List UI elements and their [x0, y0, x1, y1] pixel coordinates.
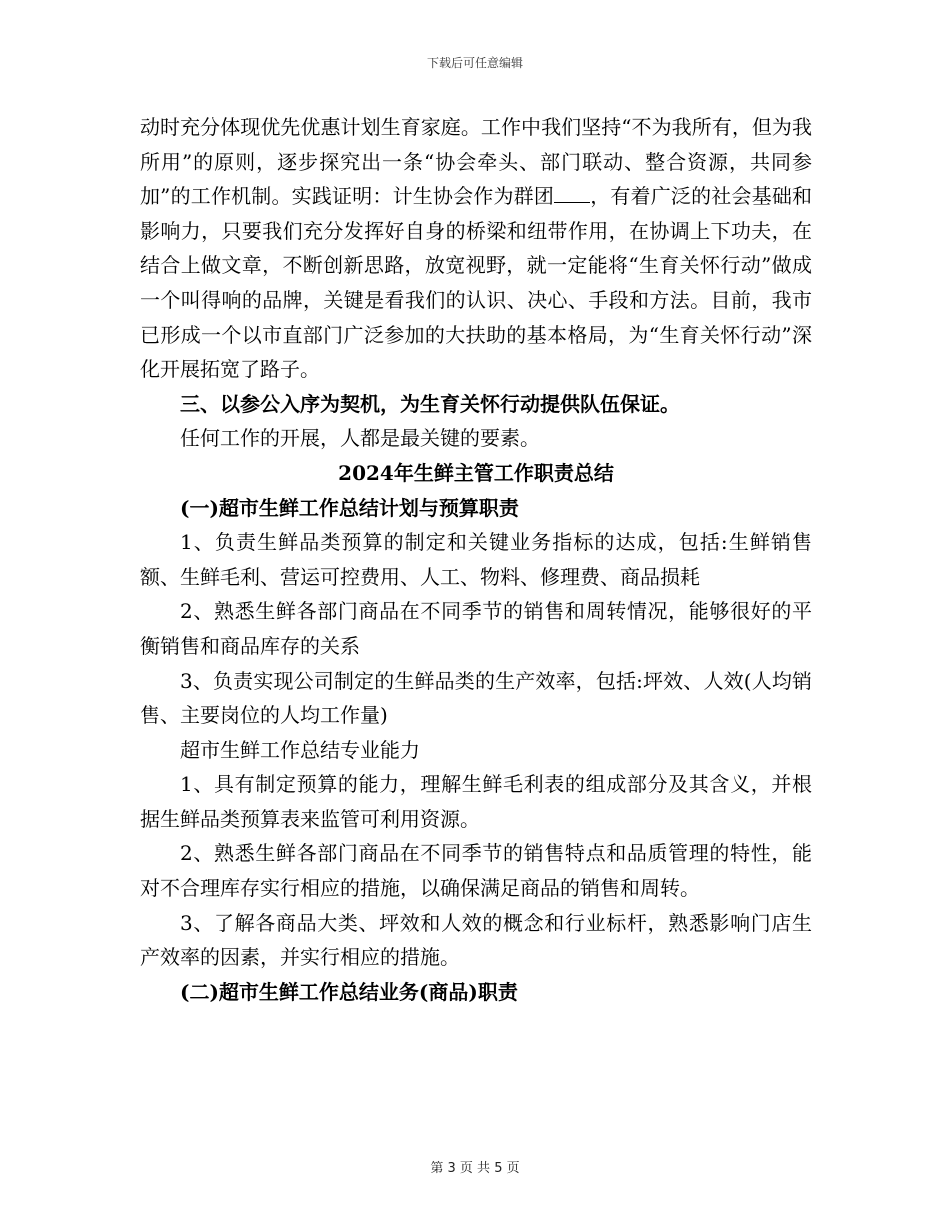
- list-item: 3、了解各商品大类、坪效和人效的概念和行业标杆，熟悉影响门店生产效率的因素，并实行相应的措施。: [140, 910, 812, 970]
- document-body: [140, 110, 812, 1009]
- page-number-footer: 第 3 页 共 5 页: [430, 1161, 520, 1176]
- list-item: 2、熟悉生鲜各部门商品在不同季节的销售和周转情况，能够很好的平衡销售和商品库存的关系: [140, 599, 812, 658]
- paragraph-continuation: [140, 110, 812, 387]
- list-item: 1、具有制定预算的能力，理解生鲜毛利表的组成部分及其含义，并根据生鲜品类预算表来监管可利用资源。: [140, 772, 812, 831]
- subsection-heading: 超市生鲜工作总结专业能力: [180, 737, 420, 762]
- document-title: 2024年生鲜主管工作职责总结: [338, 460, 614, 485]
- paragraph: 任何工作的开展，人都是最关键的要素。: [180, 426, 540, 451]
- paragraph-text: 动时充分体现优先优惠计划生育家庭。工作中我们坚持“不为我所有，但为我所用”的原则，逐步探究出一条“协会牵头、部门联动、整合资源，共同参加”的工作机制。实践证明：计生协会作为群团: [140, 115, 812, 209]
- section-heading-three: 三、以参公入序为契机，为生育关怀行动提供队伍保证。: [180, 391, 680, 416]
- section-heading-two: (二)超市生鲜工作总结业务(商品)职责: [180, 979, 518, 1004]
- list-item: 2、熟悉生鲜各部门商品在不同季节的销售特点和品质管理的特性，能对不合理库存实行相应的措施，以确保满足商品的销售和周转。: [140, 841, 812, 901]
- fill-in-blank: [554, 184, 590, 203]
- list-item: 1、负责生鲜品类预算的制定和关键业务指标的达成，包括:生鲜销售额、生鲜毛利、营运可控费用、人工、物料、修理费、商品损耗: [140, 530, 812, 589]
- section-heading-one: (一)超市生鲜工作总结计划与预算职责: [180, 495, 519, 520]
- list-item: 3、负责实现公司制定的生鲜品类的生产效率，包括:坪效、人效(人均销售、主要岗位的人均工作量): [140, 668, 812, 728]
- paragraph-text-after-blank: ，有着广泛的社会基础和影响力，只要我们充分发挥好自身的桥梁和纽带作用，在协调上下功夫，在结合上做文章，不断创新思路，放宽视野，就一定能将“生育关怀行动”做成一个叫得响的品牌，关键是看我们的认识、决心、手段和方法。目前，我市已形成一个以市直部门广泛参加的大扶助的基本格局，为“生育关怀行动”深化开展拓宽了路子。: [140, 184, 812, 382]
- page-header-note: 下载后可任意编辑: [426, 56, 523, 70]
